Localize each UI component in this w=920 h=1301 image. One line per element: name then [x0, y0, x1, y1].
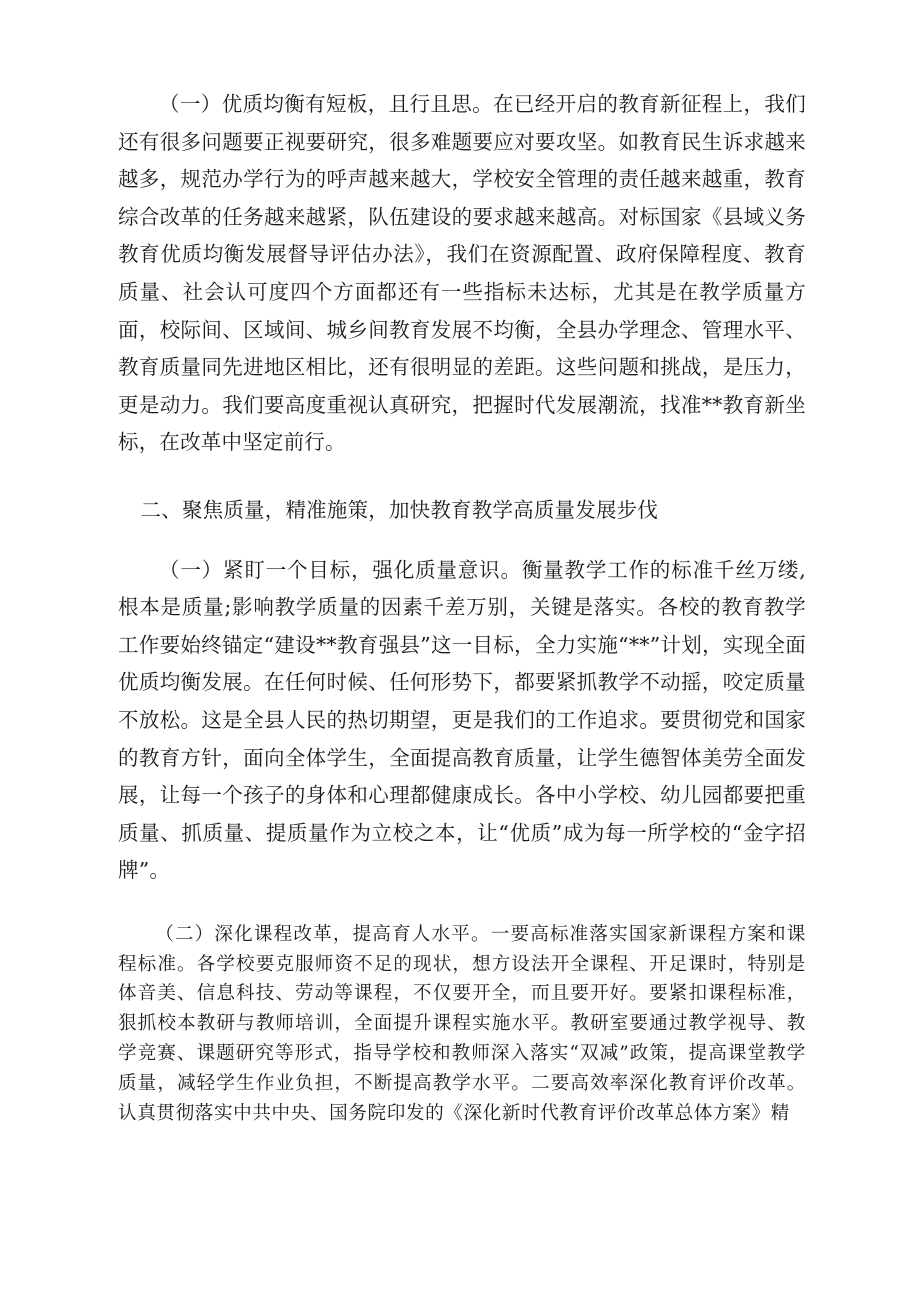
paragraph-curriculum-reform: （二）深化课程改革，提高育人水平。一要高标准落实国家新课程方案和课程标准。各学校要克服师资不足的现状，想方设法开全课程、开足课时，特别是体音美、信息科技、劳动等课程，不仅要开全，而且要开好。要紧扣课程标准，狠抓校本教研与教师培训，全面提升课程实施水平。教研室要通过教学视导、教学竞赛、课题研究等形式，指导学校和教师深入落实“双减”政策，提高课堂教学质量，减轻学生作业负担，不断提高教学水平。二要高效率深化教育评价改革。认真贯彻落实中共中央、国务院印发的《深化新时代教育评价改革总体方案》精 — [118, 923, 806, 1124]
document-page — [118, 86, 806, 1128]
paragraph-focus-one-goal: （一）紧盯一个目标，强化质量意识。衡量教学工作的标准千丝万缕,根本是质量;影响教学质量的因素千差万别，关键是落实。各校的教育教学工作要始终锚定“建设**教育强县”这一目标，全力实施“**”计划，实现全面优质均衡发展。在任何时候、任何形势下，都要紧抓教学不动摇，咬定质量不放松。这是全县人民的热切期望，更是我们的工作追求。要贯彻党和国家的教育方针，面向全体学生，全面提高教育质量，让学生德智体美劳全面发展，让每一个孩子的身体和心理都健康成长。各中小学校、幼儿园都要把重质量、抓质量、提质量作为立校之本，让“优质”成为每一所学校的“金字招牌”。 — [118, 557, 806, 883]
paragraph-quality-balance-shortcomings: （一）优质均衡有短板，且行且思。在已经开启的教育新征程上，我们还有很多问题要正视要研究，很多难题要应对要攻坚。如教育民生诉求越来越多，规范办学行为的呼声越来越大，学校安全管理的责任越来越重，教育综合改革的任务越来越紧，队伍建设的要求越来越高。对标国家《县域义务教育优质均衡发展督导评估办法》，我们在资源配置、政府保障程度、教育质量、社会认可度四个方面都还有一些指标未达标，尤其是在教学质量方面，校际间、区域间、城乡间教育发展不均衡，全县办学理念、管理水平、教育质量同先进地区相比，还有很明显的差距。这些问题和挑战，是压力，更是动力。我们要高度重视认真研究，把握时代发展潮流，找准**教育新坐标，在改革中坚定前行。 — [118, 92, 806, 455]
section-heading-focus-quality: 二、聚焦质量，精准施策，加快教育教学高质量发展步伐 — [140, 497, 659, 522]
